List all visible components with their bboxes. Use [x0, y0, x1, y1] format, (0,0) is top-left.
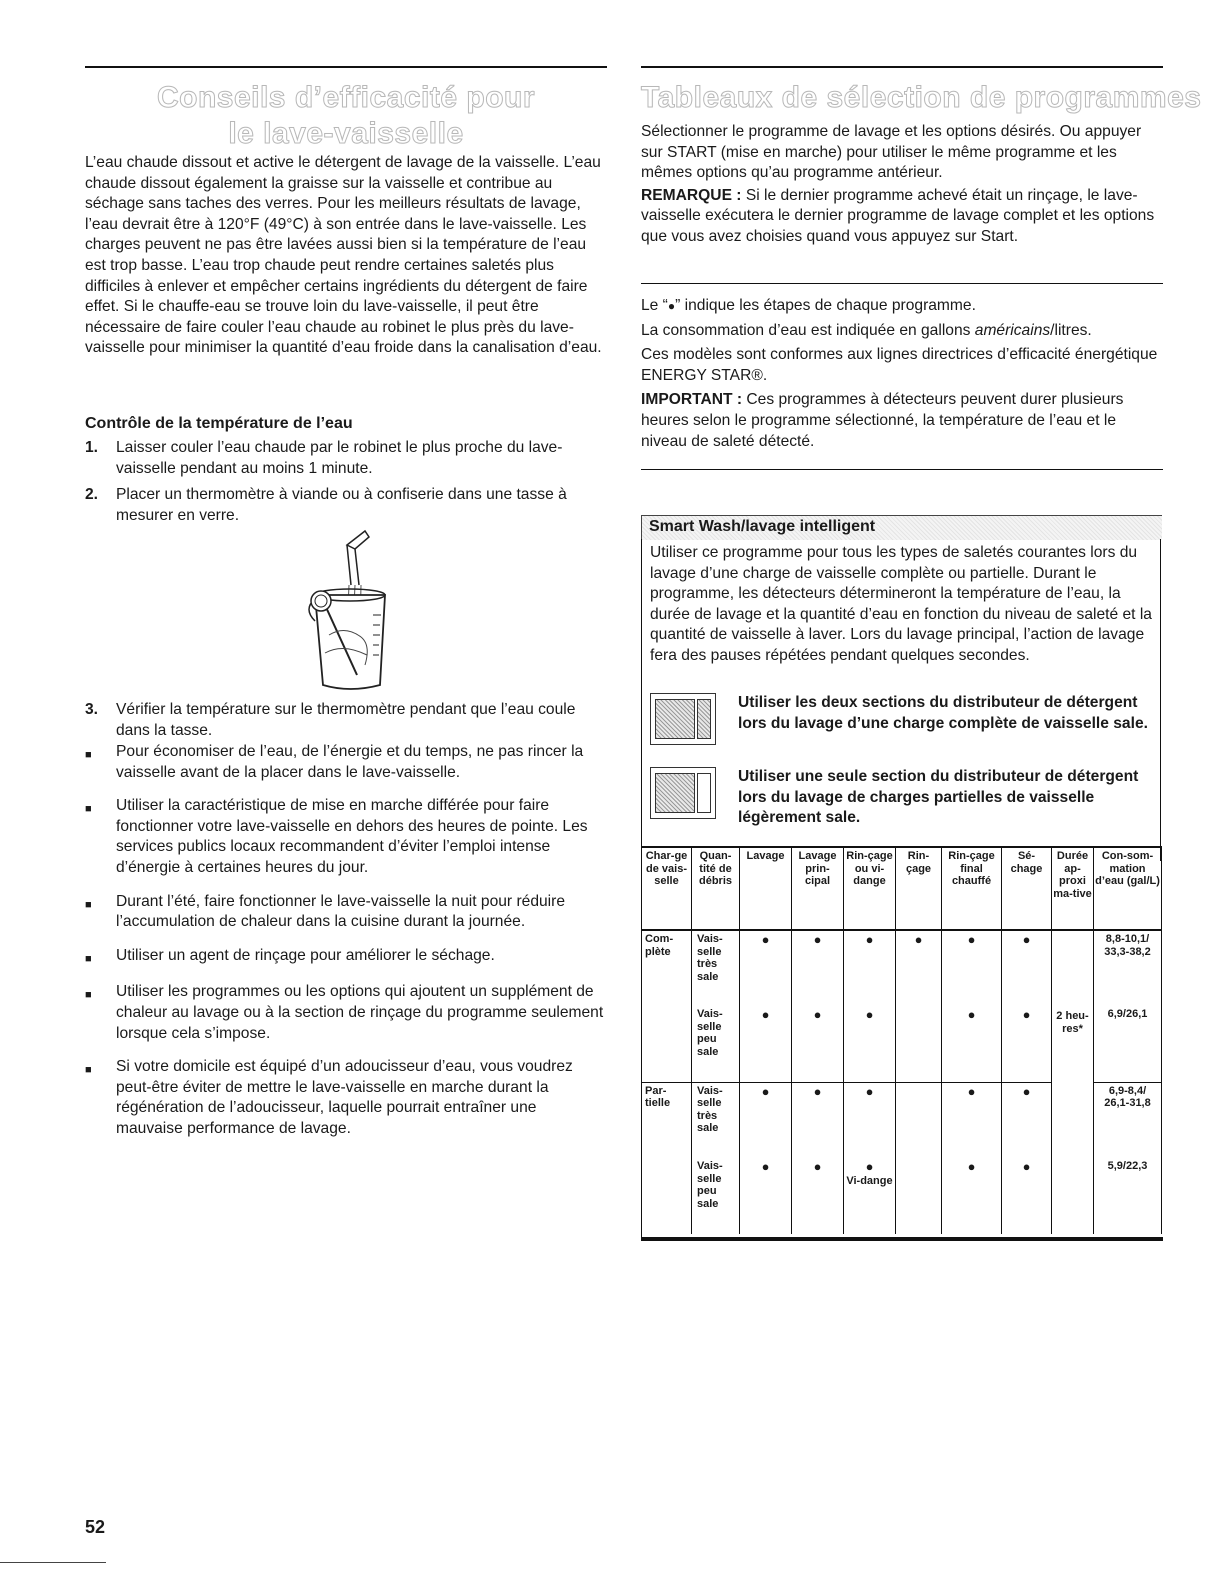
- detergent-partial-text: Utiliser une seule section du distributeur de détergent lors du lavage de charges partielles de vaisselle légèrement sale.: [738, 768, 1139, 827]
- bullet-icon: ■: [85, 898, 92, 911]
- dot-icon: ●: [761, 1159, 770, 1174]
- dot-icon: ●: [1022, 932, 1031, 947]
- bullet-icon: ■: [85, 952, 92, 965]
- duration-cell: 2 heu-res*: [1052, 930, 1094, 1234]
- dot-icon: ●: [813, 1083, 822, 1099]
- dot-icon: ●: [761, 1007, 770, 1022]
- col-header-rinse: Rin-çage: [896, 847, 942, 930]
- col-header-duration: Durée ap-proxi ma-tive: [1052, 847, 1094, 930]
- drain-label: Vi-dange: [846, 1174, 893, 1187]
- load-cell: Par-tielle: [642, 1082, 692, 1234]
- step-1: 1. Laisser couler l’eau chaude par le robinet le plus proche du lave-vaisselle pendant au moins 1 minute.: [85, 439, 563, 477]
- dot-icon: ●: [761, 932, 770, 947]
- left-top-rule: [85, 66, 607, 68]
- important-note: IMPORTANT : Ces programmes à détecteurs peuvent durer plusieurs heures selon le programme sélectionné, la température de l’eau et le niveau de saleté détecté.: [641, 391, 1124, 450]
- smart-wash-box: [641, 515, 1163, 1241]
- smart-wash-table: [641, 846, 1162, 1234]
- dispenser-one-section-icon: [650, 767, 716, 819]
- table-header-row: [642, 847, 1162, 930]
- left-intro-paragraph: L’eau chaude dissout et active le détergent de lavage de la vaisselle. L’eau chaude dissout également la graisse sur la vaisselle et contribue au séchage sans taches des verres. Pour les meilleurs résultats de lavage, l’eau devrait être à 120°F (49°C) à son entrée dans le lave-vaisselle. Les charges peuvent ne pas être lavées aussi bien si la température de l’eau est trop basse. L’eau trop chaude peut rendre certaines saletés plus difficiles à enlever et empêcher certains ingrédients du détergent de faire effet. Si le chauffe-eau se trouve loin du lave-vaisselle, il peut être nécessaire de faire couler l’eau chaude au robinet le plus près du lave-vaisselle pour minimiser la quantité d’eau froide dans la canalisation d’eau.: [85, 154, 602, 357]
- bullet-icon: ■: [85, 803, 92, 816]
- soil-cell: Vais-selle très sale: [692, 1082, 740, 1158]
- remark-text: Si le dernier programme achevé était un rinçage, le lave-vaisselle exécutera le dernier programme de lavage complet et les options que vous avez choisies quand vous appuyez sur Start.: [641, 186, 1155, 245]
- soil-cell: Vais-selle très sale: [692, 930, 740, 1006]
- col-header-main-wash: Lavage prin-cipal: [792, 847, 844, 930]
- dot-icon: ●: [865, 932, 874, 947]
- dot-legend-note: Le “●” indique les étapes de chaque programme.: [641, 297, 976, 314]
- right-intro: [641, 122, 1163, 250]
- detergent-partial-row: [650, 767, 1156, 829]
- step-3: 3. Vérifier la température sur le thermomètre pendant que l’eau coule dans la tasse.: [85, 701, 576, 739]
- dot-icon: ●: [761, 1083, 770, 1099]
- dot-icon: ●: [967, 1083, 976, 1099]
- dot-icon: ●: [1022, 1007, 1031, 1022]
- soil-cell: Vais-selle peu sale: [692, 1158, 740, 1234]
- detergent-full-text: Utiliser les deux sections du distributeur de détergent lors du lavage d’une charge complète de vaisselle sale.: [738, 694, 1148, 732]
- important-label: IMPORTANT :: [641, 391, 743, 409]
- detergent-full-row: [650, 693, 1156, 745]
- energy-star-note: Ces modèles sont conformes aux lignes directrices d’efficacité énergétique ENERGY STAR®.: [641, 346, 1158, 384]
- col-header-prewash: Lavage: [740, 847, 792, 930]
- dot-icon: ●: [667, 299, 676, 313]
- left-title-line-1: Conseils d’efficacité pour: [156, 81, 536, 114]
- dot-icon: ●: [1022, 1083, 1031, 1099]
- water-temp-subheading: Contrôle de la température de l’eau: [85, 415, 353, 432]
- load-cell: Com-plète: [642, 930, 692, 1082]
- water-cell: 6,9/26,1: [1094, 1006, 1162, 1082]
- col-header-dry: Sé-chage: [1002, 847, 1052, 930]
- right-divider-2: [641, 469, 1163, 470]
- dot-icon: ●: [914, 932, 923, 947]
- dot-icon: ●: [813, 932, 822, 947]
- footer-rule: [0, 1562, 106, 1563]
- tip-item: ■ Pour économiser de l’eau, de l’énergie et du temps, ne pas rincer la vaisselle avant de la placer dans le lave-vaisselle.: [85, 742, 607, 783]
- steps-list-1-2: [85, 438, 607, 532]
- dot-icon: ●: [967, 1159, 976, 1174]
- dot-icon: ●: [865, 1083, 874, 1099]
- tip-item: ■ Utiliser un agent de rinçage pour améliorer le séchage.: [85, 946, 607, 970]
- step-2: 2. Placer un thermomètre à viande ou à confiserie dans une tasse à mesurer en verre.: [85, 486, 567, 524]
- bullet-icon: ■: [85, 749, 92, 761]
- tip-item: ■ Utiliser la caractéristique de mise en marche différée pour faire fonctionner votre lave-vaisselle en dehors des heures de pointe. Les services publics locaux recommandent d’éviter l’emploi intense d’énergie à certaines heures du jour.: [85, 796, 607, 878]
- tip-item: ■ Durant l’été, faire fonctionner le lave-vaisselle la nuit pour réduire l’accumulation de chaleur dans la cuisine durant la journée.: [85, 892, 607, 933]
- page-number: 52: [85, 1517, 106, 1537]
- right-divider-1: [641, 283, 1163, 284]
- water-cell: 8,8-10,1/ 33,3-38,2: [1094, 930, 1162, 1006]
- table-row: [642, 930, 1162, 1006]
- steps-list-3: [85, 700, 607, 747]
- water-units-note: La consommation d’eau est indiquée en gallons américains/litres.: [641, 321, 1092, 339]
- left-title-line-2: le lave-vaisselle: [228, 117, 464, 150]
- col-header-water: Con-som-mation d’eau (gal/L): [1094, 847, 1162, 930]
- col-header-rinse-drain: Rin-çage ou vi-dange: [844, 847, 896, 930]
- dispenser-both-sections-icon: [650, 693, 716, 745]
- col-header-soil: Quan-tité de débris: [692, 847, 740, 930]
- col-header-load: Char-ge de vais-selle: [642, 847, 692, 930]
- tip-item: ■ Si votre domicile est équipé d’un adoucisseur d’eau, vous voudrez peut-être éviter de mettre le lave-vaisselle en marche durant la régénération de l’adoucisseur, laquelle pourrait entraîner une mauvaise performance de lavage.: [85, 1057, 607, 1139]
- smart-wash-heading-bar: [641, 515, 1162, 540]
- dot-icon: ●: [865, 1159, 874, 1174]
- bullet-icon: ■: [85, 989, 92, 1002]
- right-notes: [641, 296, 1163, 456]
- smart-wash-heading: Smart Wash/lavage intelligent: [649, 518, 876, 535]
- dot-icon: ●: [813, 1007, 822, 1022]
- remark-label: REMARQUE :: [641, 186, 742, 204]
- thermometer-cup-illustration: [285, 525, 405, 695]
- bullet-icon: ■: [85, 1064, 92, 1077]
- right-section-title: Tableaux de sélection de programmes: [641, 81, 1202, 114]
- tip-item: ■ Utiliser les programmes ou les options qui ajoutent un supplément de chaleur au lavage ou à la section de rinçage du programme seulement lorsque cela s’impose.: [85, 982, 607, 1044]
- dot-icon: ●: [865, 1007, 874, 1022]
- smart-wash-description: Utiliser ce programme pour tous les types de saletés courantes lors du lavage d’une charge de vaisselle complète ou partielle. Durant le programme, les détecteurs détermineront la température de l’eau, la durée de lavage et la quantité d’eau en fonction du niveau de saleté et la quantité de vaisselle à laver. Lors du lavage principal, l’action de lavage fera des pauses répétées pendant quelques secondes.: [650, 544, 1152, 664]
- left-section-title: [85, 80, 607, 152]
- dot-icon: ●: [967, 1007, 976, 1022]
- water-cell: 6,9-8,4/ 26,1-31,8: [1094, 1082, 1162, 1158]
- efficiency-tips-list: [85, 742, 607, 1153]
- dot-icon: ●: [967, 932, 976, 947]
- remark-paragraph: [641, 186, 1163, 248]
- right-intro-paragraph: Sélectionner le programme de lavage et les options désirés. Ou appuyer sur START (mise en marche) pour utiliser le même programme et les mêmes options qu’au programme antérieur.: [641, 123, 1142, 182]
- col-header-final-rinse: Rin-çage final chauffé: [942, 847, 1002, 930]
- box-right-border: [1160, 539, 1161, 861]
- dot-icon: ●: [1022, 1159, 1031, 1174]
- water-cell: 5,9/22,3: [1094, 1158, 1162, 1234]
- dot-icon: ●: [813, 1159, 822, 1174]
- right-top-rule: [641, 66, 1163, 68]
- soil-cell: Vais-selle peu sale: [692, 1006, 740, 1082]
